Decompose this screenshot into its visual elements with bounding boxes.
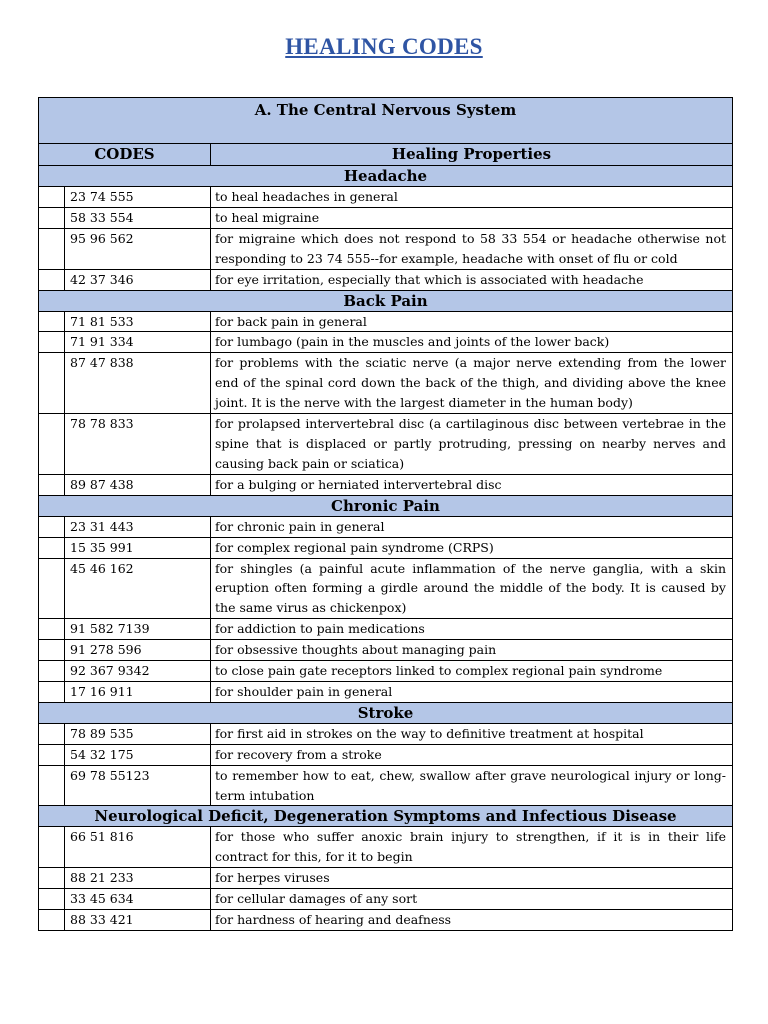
healing-property: for obsessive thoughts about managing pain	[211, 640, 733, 661]
table-row	[39, 474, 733, 495]
row-blank-cell	[39, 332, 65, 353]
system-title-row	[39, 98, 733, 144]
table-row	[39, 269, 733, 290]
healing-property: to heal headaches in general	[211, 187, 733, 208]
row-blank-cell	[39, 640, 65, 661]
row-blank-cell	[39, 723, 65, 744]
healing-code: 23 31 443	[65, 516, 211, 537]
row-blank-cell	[39, 558, 65, 619]
healing-code: 78 89 535	[65, 723, 211, 744]
table-row	[39, 681, 733, 702]
healing-property: for cellular damages of any sort	[211, 889, 733, 910]
healing-property: for herpes viruses	[211, 868, 733, 889]
section-header-row	[39, 495, 733, 516]
section-header-row	[39, 166, 733, 187]
healing-code: 54 32 175	[65, 744, 211, 765]
healing-property: for eye irritation, especially that which is associated with headache	[211, 269, 733, 290]
healing-code: 87 47 838	[65, 353, 211, 414]
row-blank-cell	[39, 207, 65, 228]
healing-code: 88 33 421	[65, 910, 211, 931]
row-blank-cell	[39, 868, 65, 889]
table-row	[39, 868, 733, 889]
healing-code: 17 16 911	[65, 681, 211, 702]
section-title: Headache	[39, 166, 733, 187]
healing-code: 66 51 816	[65, 827, 211, 868]
row-blank-cell	[39, 661, 65, 682]
section-title: Chronic Pain	[39, 495, 733, 516]
table-row	[39, 207, 733, 228]
healing-code: 95 96 562	[65, 228, 211, 269]
healing-property: for those who suffer anoxic brain injury to strengthen, if it is in their life contract for this, for it to begin	[211, 827, 733, 868]
healing-property: for migraine which does not respond to 58 33 554 or headache otherwise not responding to 23 74 555--for example, headache with onset of flu or cold	[211, 228, 733, 269]
healing-property: for first aid in strokes on the way to definitive treatment at hospital	[211, 723, 733, 744]
table-row	[39, 640, 733, 661]
healing-property: for problems with the sciatic nerve (a major nerve extending from the lower end of the spinal cord down the back of the thigh, and dividing above the knee joint. It is the nerve with the largest diameter in the human body)	[211, 353, 733, 414]
table-row	[39, 311, 733, 332]
healing-property: for back pain in general	[211, 311, 733, 332]
row-blank-cell	[39, 910, 65, 931]
healing-code: 69 78 55123	[65, 765, 211, 806]
section-title: Stroke	[39, 702, 733, 723]
row-blank-cell	[39, 827, 65, 868]
healing-property: for shoulder pain in general	[211, 681, 733, 702]
section-title: Back Pain	[39, 290, 733, 311]
table-row	[39, 765, 733, 806]
healing-property: for a bulging or herniated intervertebral disc	[211, 474, 733, 495]
table-row	[39, 516, 733, 537]
document-title: HEALING CODES	[285, 34, 483, 59]
healing-property: for lumbago (pain in the muscles and joints of the lower back)	[211, 332, 733, 353]
healing-code: 78 78 833	[65, 414, 211, 475]
healing-code: 42 37 346	[65, 269, 211, 290]
section-header-row	[39, 290, 733, 311]
healing-codes-table	[38, 97, 733, 931]
header-codes: CODES	[39, 144, 211, 166]
healing-code: 71 81 533	[65, 311, 211, 332]
row-blank-cell	[39, 744, 65, 765]
header-healing-properties: Healing Properties	[211, 144, 733, 166]
healing-code: 33 45 634	[65, 889, 211, 910]
section-title: Neurological Deficit, Degeneration Symptoms and Infectious Disease	[39, 806, 733, 827]
healing-code: 71 91 334	[65, 332, 211, 353]
table-row	[39, 414, 733, 475]
healing-property: for addiction to pain medications	[211, 619, 733, 640]
healing-code: 58 33 554	[65, 207, 211, 228]
healing-property: for shingles (a painful acute inflammation of the nerve ganglia, with a skin eruption often forming a girdle around the middle of the body. It is caused by the same virus as chickenpox)	[211, 558, 733, 619]
row-blank-cell	[39, 681, 65, 702]
row-blank-cell	[39, 537, 65, 558]
healing-property: to remember how to eat, chew, swallow after grave neurological injury or long-term intubation	[211, 765, 733, 806]
healing-property: for complex regional pain syndrome (CRPS)	[211, 537, 733, 558]
row-blank-cell	[39, 269, 65, 290]
row-blank-cell	[39, 187, 65, 208]
row-blank-cell	[39, 619, 65, 640]
row-blank-cell	[39, 228, 65, 269]
healing-property: for hardness of hearing and deafness	[211, 910, 733, 931]
healing-code: 91 278 596	[65, 640, 211, 661]
table-row	[39, 827, 733, 868]
table-row	[39, 619, 733, 640]
table-row	[39, 353, 733, 414]
table-row	[39, 723, 733, 744]
table-row	[39, 910, 733, 931]
healing-code: 45 46 162	[65, 558, 211, 619]
column-header-row	[39, 144, 733, 166]
table-row	[39, 332, 733, 353]
table-row	[39, 228, 733, 269]
table-row	[39, 661, 733, 682]
healing-property: for prolapsed intervertebral disc (a cartilaginous disc between vertebrae in the spine that is displaced or partly protruding, pressing on nearby nerves and causing back pain or sciatica)	[211, 414, 733, 475]
row-blank-cell	[39, 311, 65, 332]
healing-code: 92 367 9342	[65, 661, 211, 682]
row-blank-cell	[39, 889, 65, 910]
row-blank-cell	[39, 474, 65, 495]
healing-code: 23 74 555	[65, 187, 211, 208]
section-header-row	[39, 806, 733, 827]
section-header-row	[39, 702, 733, 723]
table-row	[39, 889, 733, 910]
healing-code: 91 582 7139	[65, 619, 211, 640]
system-title: A. The Central Nervous System	[39, 98, 733, 144]
table-row	[39, 537, 733, 558]
healing-property: to heal migraine	[211, 207, 733, 228]
row-blank-cell	[39, 516, 65, 537]
healing-code: 89 87 438	[65, 474, 211, 495]
table-row	[39, 187, 733, 208]
row-blank-cell	[39, 414, 65, 475]
healing-code: 15 35 991	[65, 537, 211, 558]
healing-property: to close pain gate receptors linked to complex regional pain syndrome	[211, 661, 733, 682]
row-blank-cell	[39, 765, 65, 806]
healing-property: for chronic pain in general	[211, 516, 733, 537]
table-row	[39, 558, 733, 619]
healing-code: 88 21 233	[65, 868, 211, 889]
table-row	[39, 744, 733, 765]
row-blank-cell	[39, 353, 65, 414]
healing-property: for recovery from a stroke	[211, 744, 733, 765]
